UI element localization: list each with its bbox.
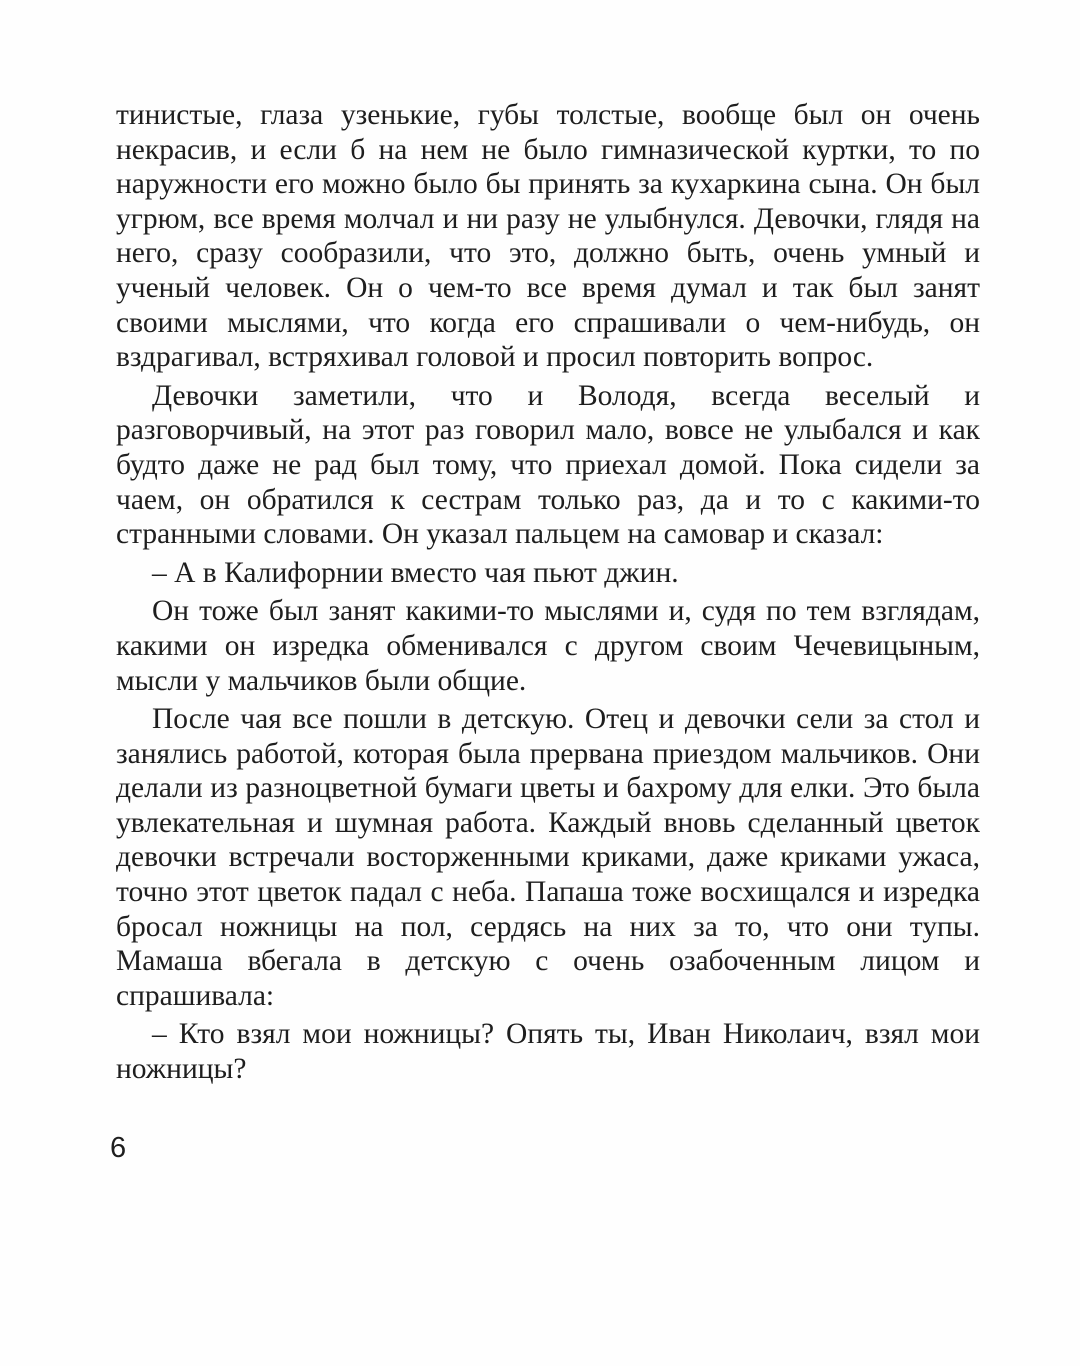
body-text xyxy=(116,98,980,1087)
page-number: 6 xyxy=(110,1132,127,1164)
paragraph-5: После чая все пошли в детскую. Отец и девочки сели за стол и занялись работой, которая была прервана приездом мальчиков. Они делали из разноцветной бумаги цветы и бахрому для елки. Это была увлекательная и шумная работа. Каждый вновь сделанный цветок девочки встречали восторженными криками, даже криками ужаса, точно этот цветок падал с неба. Папаша тоже восхищался и изредка бросал ножницы на пол, сердясь на них за то, что они тупы. Мамаша вбегала в детскую с очень озабоченным лицом и спрашивала: xyxy=(116,703,980,1012)
paragraph-2: Девочки заметили, что и Володя, всегда веселый и разговорчивый, на этот раз говорил мало, вовсе не улыбался и как будто даже не рад был тому, что приехал домой. Пока сидели за чаем, он обратился к сестрам только раз, да и то с какими-то странными словами. Он указал пальцем на самовар и сказал: xyxy=(116,379,980,551)
paragraph-4: Он тоже был занят какими-то мыслями и, судя по тем взглядам, какими он изредка обменивался с другом своим Чечевицыным, мысли у мальчиков были общие. xyxy=(116,595,980,697)
paragraph-3-dialogue: – А в Калифорнии вместо чая пьют джин. xyxy=(152,556,679,589)
paragraph-6-dialogue: – Кто взял мои ножницы? Опять ты, Иван Николаич, взял мои ножницы? xyxy=(116,1018,980,1086)
paragraph-1: тинистые, глаза узенькие, губы толстые, вообще был он очень некрасив, и если б на нем не было гимназической куртки, то по наружности его можно было бы принять за кухаркина сына. Он был угрюм, все время молчал и ни разу не улыбнулся. Девочки, глядя на него, сразу сообразили, что это, должно быть, очень умный и ученый человек. Он о чем-то все время думал и так был занят своими мыслями, что когда его спрашивали о чем-нибудь, он вздрагивал, встряхивал головой и просил повторить вопрос. xyxy=(116,99,980,374)
